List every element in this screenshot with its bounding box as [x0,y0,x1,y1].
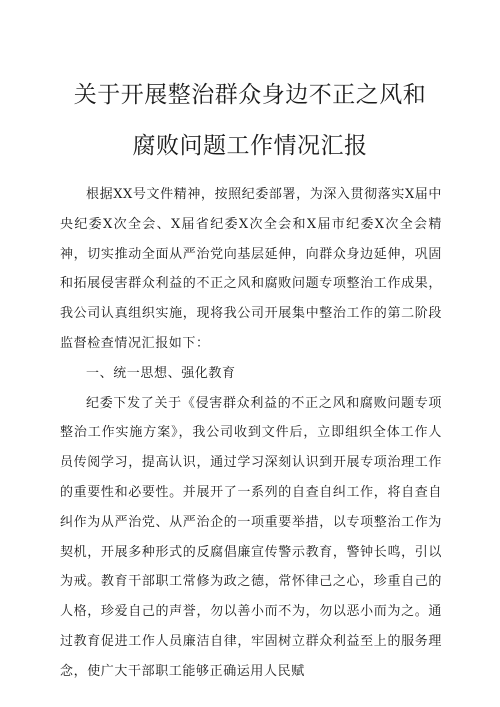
section-heading-1: 一、统一思想、强化教育 [86,365,236,381]
document-body [60,180,442,687]
document-title-line-1: 关于开展整治群众身边不正之风和 [73,82,427,108]
section-1-paragraph: 纪委下发了关于《侵害群众利益的不正之风和腐败问题专项整治工作实施方案》，我公司收到文件后，立即组织全体工作人员传阅学习，提高认识，通过学习深刻认识到开展专项治理工作的重要性和必要性。并展开了一系列的自查自纠工作，将自查自纠作为从严治党、从严治企的一项重要举措，以专项整治工作为契机，开展多种形式的反腐倡廉宣传警示教育，警钟长鸣，引以为戒。教育干部职工常修为政之德，常怀律己之心，珍重自己的人格，珍爱自己的声誉，勿以善小而不为，勿以恶小而为之。通过教育促进工作人员廉洁自律，牢固树立群众利益至上的服务理念，使广大干部职工能够正确运用人民赋 [60,395,442,679]
intro-paragraph: 根据XX号文件精神，按照纪委部署，为深入贯彻落实X届中央纪委X次全会、X届省纪委X次全会和X届市纪委X次全会精神，切实推动全面从严治党向基层延伸，向群众身边延伸，巩固和拓展侵害群众利益的不正之风和腐败问题专项整治工作成果，我公司认真组织实施，现将我公司开展集中整治工作的第二阶段监督检查情况汇报如下： [60,187,442,351]
document-title-line-2: 腐败问题工作情况汇报 [132,133,368,159]
